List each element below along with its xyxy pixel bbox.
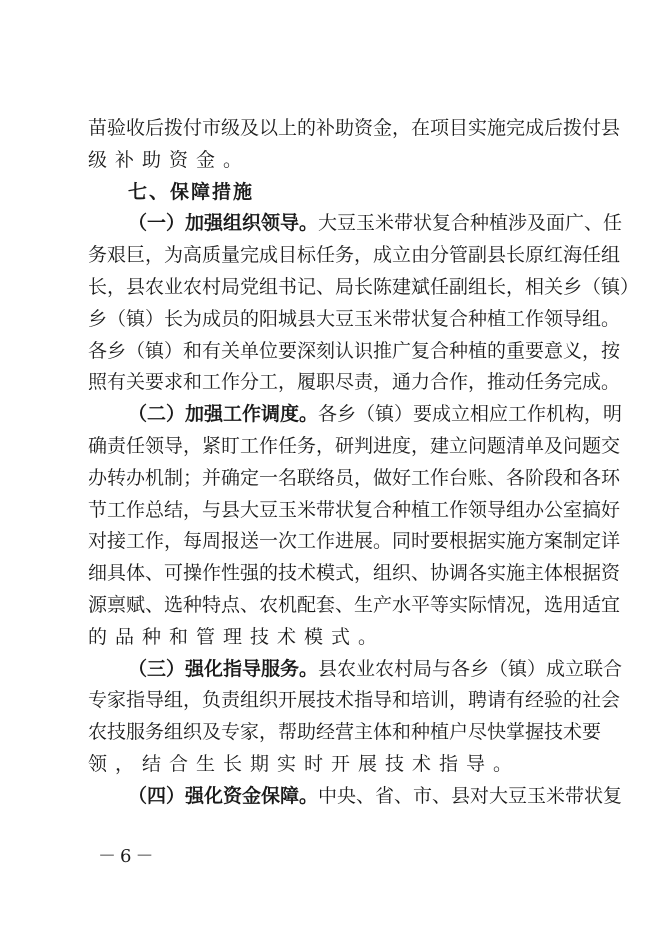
body-text: 源禀赋、选种特点、农机配套、生产水平等实际情况，选用适宜 [88, 594, 621, 616]
text-line [88, 495, 621, 525]
body-text: 级补助资金。 [88, 148, 251, 171]
body-text: 领，结合生长期实时开展技术指导。 [88, 753, 521, 775]
text-line [88, 367, 621, 397]
body-text: 照有关要求和工作分工，履职尽责，通力合作，推动任务完成。 [88, 371, 621, 394]
text-line [88, 749, 578, 779]
heading-text: 七、保障措施 [128, 180, 255, 203]
body-text: 务艰巨，为高质量完成目标任务，成立由分管副县长原红海任组 [88, 244, 621, 267]
text-line [88, 463, 621, 493]
subsection-title: （四）强化资金保障。 [128, 784, 319, 807]
text-line [128, 399, 623, 429]
body-text: 中央、省、市、县对大豆玉米带状复 [318, 784, 623, 807]
body-text: 对接工作，每周报送一次工作进展。同时要根据实施方案制定详 [88, 530, 621, 553]
body-text: 大豆玉米带状复合种植涉及面广、任 [318, 212, 623, 235]
text-line [88, 431, 621, 461]
body-text: 节工作总结，与县大豆玉米带状复合种植工作领导组办公室搞好 [88, 498, 621, 521]
text-line [88, 685, 621, 715]
body-text: 的品种和管理技术模式。 [88, 625, 386, 648]
page-number: －6－ [98, 846, 158, 867]
text-line [88, 590, 621, 620]
subsection-title: （三）强化指导服务。 [128, 657, 319, 680]
body-text: 细具体、可操作性强的技术模式，组织、协调各实施主体根据资 [88, 562, 621, 585]
text-line [128, 781, 623, 811]
text-line [128, 208, 623, 238]
subsection-title: （二）加强工作调度。 [128, 403, 319, 426]
text-line [88, 622, 578, 652]
body-text: 长，县农业农村局党组书记、局长陈建斌任副组长，相关乡（镇） [88, 276, 640, 298]
text-line [88, 526, 621, 556]
text-line [88, 272, 640, 302]
body-text: 苗验收后拨付市级及以上的补助资金，在项目实施完成后拨付县 [88, 117, 621, 139]
body-text: 各乡（镇）和有关单位要深刻认识推广复合种植的重要意义，按 [88, 339, 621, 362]
text-line [88, 240, 621, 270]
section-heading [128, 177, 578, 207]
text-line [88, 336, 621, 366]
body-text: 乡（镇）长为成员的阳城县大豆玉米带状复合种植工作领导组。 [88, 307, 621, 330]
text-line [88, 717, 602, 747]
subsection-title: （一）加强组织领导。 [128, 212, 319, 235]
text-line [88, 558, 621, 588]
body-text: 确责任领导，紧盯工作任务，研判进度，建立问题清单及问题交 [88, 435, 621, 457]
text-line [88, 304, 621, 334]
text-line [88, 145, 578, 175]
body-text: 办转办机制；并确定一名联络员，做好工作台账、各阶段和各环 [88, 466, 621, 489]
body-text: 专家指导组，负责组织开展技术指导和培训，聘请有经验的社会 [88, 689, 621, 712]
text-line [88, 113, 621, 143]
body-text: 各乡（镇）要成立相应工作机构，明 [318, 403, 623, 426]
body-text: 农技服务组织及专家，帮助经营主体和种植户尽快掌握技术要 [88, 721, 602, 744]
text-line [128, 654, 623, 684]
body-text: 县农业农村局与各乡（镇）成立联合 [318, 657, 623, 680]
